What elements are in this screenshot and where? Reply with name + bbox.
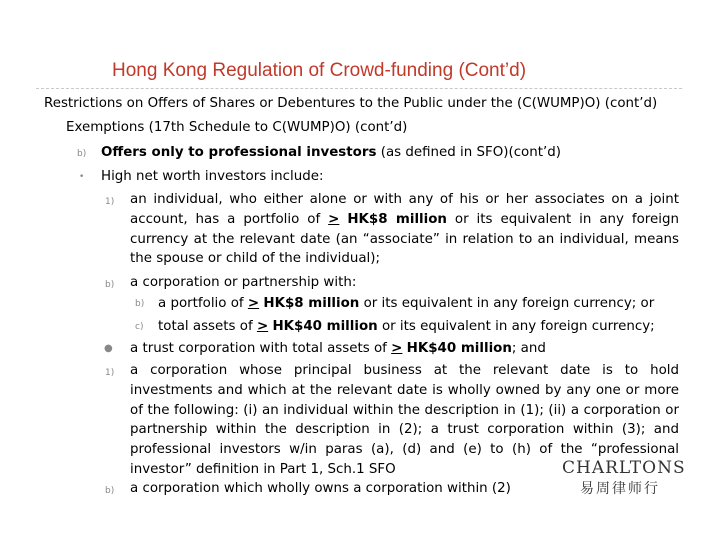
item-2c-pre: total assets of [158, 319, 253, 334]
charltons-logo-chinese: 易周律师行 [580, 481, 660, 497]
item-3-amount: HK$40 million [406, 341, 512, 356]
item-1-pre: an individual, who either alone or with any of his or her associates on a joint account, has a portfolio of [130, 192, 679, 227]
item-2b-pre: a portfolio of [158, 296, 244, 311]
item-1-marker: 1) [105, 197, 115, 207]
item-2-marker: b) [105, 280, 115, 290]
item-3-text [130, 339, 546, 359]
item-2c-text [158, 317, 655, 337]
item-1-ge: > [328, 211, 340, 227]
item-5-text: a corporation which wholly owns a corporation within (2) [130, 481, 511, 496]
item-5-marker: b) [105, 486, 115, 496]
item-2c-post: or its equivalent in any foreign currency; [381, 319, 655, 334]
professional-investors-bold: Offers only to professional investors [101, 145, 377, 160]
item-2b-ge: > [247, 296, 260, 311]
professional-investors-line [101, 143, 561, 163]
high-net-worth-line: High net worth investors include: [101, 169, 324, 184]
professional-investors-rest: (as defined in SFO)(cont’d) [380, 145, 561, 160]
item-4-text: a corporation whose principal business at the relevant date is to hold investments and which at the relevant date is wholly owned by any one or more of the following: (i) an individual within the description in (1); (ii) a corporation or partnership within the description in (2); a trust corporation within (3); and professional investors w/in paras (a), (d) and (e) to (h) of the “professional investor” definition in Part 1, Sch.1 SFO [130, 363, 679, 477]
item-3-marker: ● [104, 343, 113, 354]
item-2c-amount: HK$40 million [272, 319, 378, 334]
item-2b-amount: HK$8 million [263, 296, 360, 311]
item-3-ge: > [391, 341, 403, 356]
slide-title: Hong Kong Regulation of Crowd-funding (Cont’d) [112, 60, 527, 81]
exemptions-line: Exemptions (17th Schedule to C(WUMP)O) (cont’d) [66, 120, 408, 135]
item-2b-marker: b) [135, 299, 145, 309]
item-1-post: or its equivalent in any foreign currency at the relevant date (an “associate” in relation to an individual, means the spouse or child of the individual); [130, 211, 679, 267]
item-2c-ge: > [256, 319, 269, 334]
item-3-post: ; and [511, 341, 546, 356]
item-2c-marker: c) [135, 322, 144, 332]
item-2b-text [158, 294, 654, 314]
item-1-text [130, 190, 679, 269]
item-2-text: a corporation or partnership with: [130, 275, 357, 290]
charltons-logo: CHARLTONS [562, 458, 686, 478]
sub-b-marker: b) [77, 149, 87, 159]
title-divider [36, 88, 682, 89]
item-4-marker: 1) [105, 368, 115, 378]
section-heading: Restrictions on Offers of Shares or Debentures to the Public under the (C(WUMP)O) (cont’d) [44, 96, 658, 111]
dot-marker: • [79, 172, 85, 182]
item-1-amount: HK$8 million [347, 211, 447, 227]
item-2b-post: or its equivalent in any foreign currency; or [363, 296, 655, 311]
item-3-pre: a trust corporation with total assets of [130, 341, 387, 356]
